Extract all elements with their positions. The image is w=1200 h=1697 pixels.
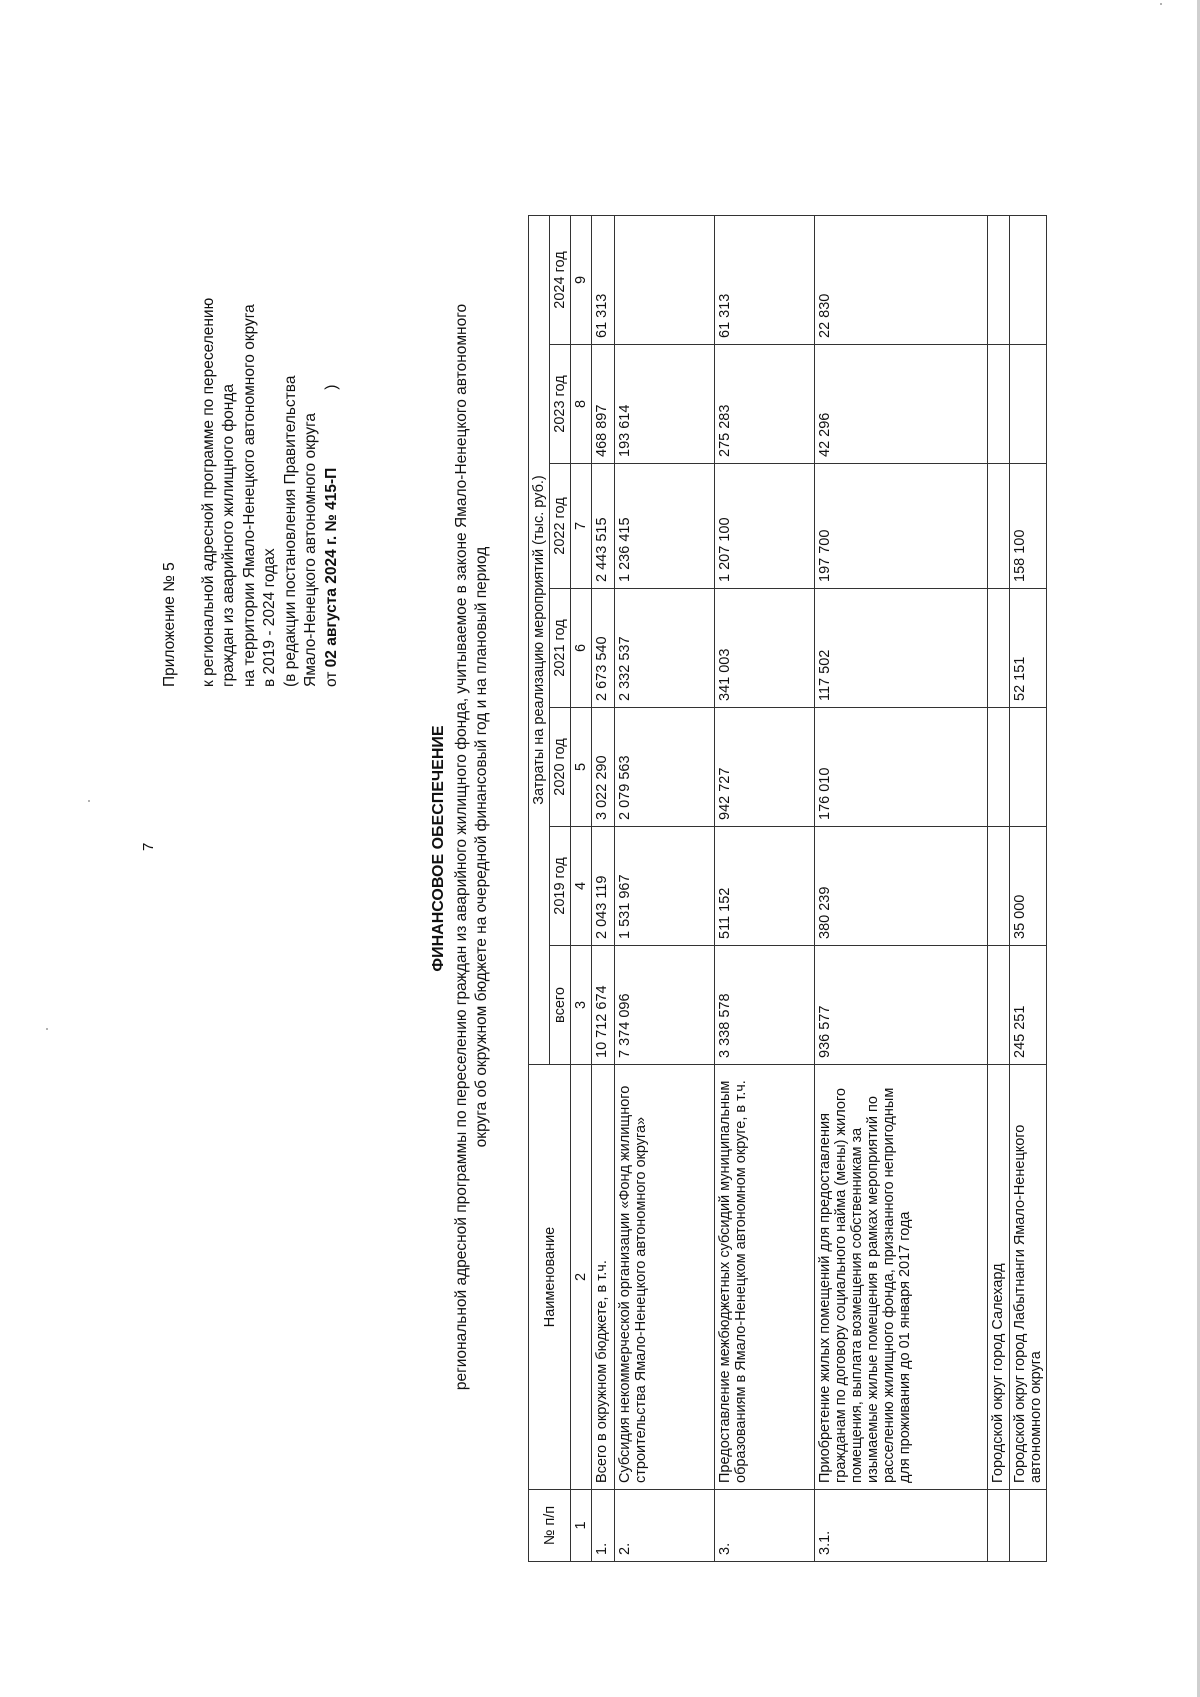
cell-2019: 380 239 xyxy=(815,827,988,946)
appendix-line: на территории Ямало-Ненецкого автономного округа xyxy=(240,304,258,687)
row-name: Субсидия некоммерческой организации «Фонд жилищного строительства Ямало-Ненецкого автономного округа» xyxy=(615,1065,715,1490)
cell-2022: 197 700 xyxy=(815,464,988,589)
cell-2019: 2 043 119 xyxy=(592,827,615,946)
cell-2019 xyxy=(988,827,1010,946)
appendix-line: в 2019 - 2024 годах xyxy=(261,548,278,687)
row-num: 3.1. xyxy=(815,1490,988,1562)
cell-2022: 1 236 415 xyxy=(615,464,715,589)
resolution-date: 02 августа 2024 г. № 415-П xyxy=(322,467,340,668)
cell-total: 7 374 096 xyxy=(615,946,715,1065)
cell-2024: 22 830 xyxy=(815,215,988,344)
subtitle-line: округа об окружном бюджете на очередной финансовый год и на плановый период xyxy=(473,546,490,1148)
column-number-row xyxy=(571,215,592,1561)
cell-total: 936 577 xyxy=(815,946,988,1065)
cell-2020: 2 079 563 xyxy=(615,708,715,827)
cell-2024: 61 313 xyxy=(592,215,615,344)
table-row xyxy=(1010,215,1047,1561)
cell-2021: 341 003 xyxy=(715,589,815,708)
cell-2021: 2 332 537 xyxy=(615,589,715,708)
row-name: Городской округ город Лабытнанги Ямало-Ненецкого автономного округа xyxy=(1010,1065,1047,1490)
column-number: 7 xyxy=(571,464,592,589)
cell-2020: 3 022 290 xyxy=(592,708,615,827)
cell-2022: 1 207 100 xyxy=(715,464,815,589)
column-number: 1 xyxy=(571,1490,592,1562)
cell-total: 3 338 578 xyxy=(715,946,815,1065)
cell-2020 xyxy=(1010,708,1047,827)
column-number: 4 xyxy=(571,827,592,946)
cell-2024: 61 313 xyxy=(715,215,815,344)
row-name: Всего в окружном бюджете, в т.ч. xyxy=(592,1065,615,1490)
appendix-line: Ямало-Ненецкого автономного округа xyxy=(302,412,319,687)
cell-2021: 52 151 xyxy=(1010,589,1047,708)
cell-2021: 117 502 xyxy=(815,589,988,708)
cell-2023 xyxy=(1010,345,1047,464)
subtitle-line: региональной адресной программы по переселению граждан из аварийного жилищного фонда, учитываемое в законе Ямало-Ненецкого автономного xyxy=(453,303,470,1391)
cell-2019: 1 531 967 xyxy=(615,827,715,946)
cell-2024 xyxy=(988,215,1010,344)
cell-2021 xyxy=(988,589,1010,708)
header-row xyxy=(529,215,550,1561)
closing-paren: ) xyxy=(322,384,340,390)
column-number: 2 xyxy=(571,1065,592,1490)
column-number: 3 xyxy=(571,946,592,1065)
header-year: 2022 год xyxy=(550,464,571,589)
cell-total: 245 251 xyxy=(1010,946,1047,1065)
row-num: 2. xyxy=(615,1490,715,1562)
column-number: 8 xyxy=(571,345,592,464)
column-number: 9 xyxy=(571,215,592,344)
cell-2023 xyxy=(988,345,1010,464)
header-year: 2020 год xyxy=(550,708,571,827)
cell-2020 xyxy=(988,708,1010,827)
cell-2019: 35 000 xyxy=(1010,827,1047,946)
row-name: Приобретение жилых помещений для предоставления гражданам по договору социального найма (мены) жилого помещения, выплата возмещения собственникам за изымаемые жилые помещения в рамках мероприятий по расселению жилищного фонда, признанного непригодным для проживания до 01 января 2017 года xyxy=(815,1065,988,1490)
cell-2021: 2 673 540 xyxy=(592,589,615,708)
row-name: Предоставление межбюджетных субсидий муниципальным образованиям в Ямало-Ненецком автономном округе, в т.ч. xyxy=(715,1065,815,1490)
document-subtitle xyxy=(452,187,492,1507)
document-title: ФИНАНСОВОЕ ОБЕСПЕЧЕНИЕ xyxy=(430,725,447,972)
appendix-title: Приложение № 5 xyxy=(161,562,178,687)
header-name: Наименование xyxy=(529,1065,571,1490)
header-year: всего xyxy=(550,946,571,1065)
header-year: 2024 год xyxy=(550,215,571,344)
cell-2019: 511 152 xyxy=(715,827,815,946)
header-year: 2019 год xyxy=(550,827,571,946)
financing-table xyxy=(528,215,1047,1562)
appendix-line: (в редакции постановления Правительства xyxy=(281,375,299,687)
row-num xyxy=(1010,1490,1047,1562)
cell-2024 xyxy=(615,215,715,344)
cell-2023: 42 296 xyxy=(815,345,988,464)
cell-2023: 275 283 xyxy=(715,345,815,464)
header-costs: Затраты на реализацию мероприятий (тыс. руб.) xyxy=(529,215,550,1064)
column-number: 6 xyxy=(571,589,592,708)
column-number: 5 xyxy=(571,708,592,827)
appendix-line: к региональной адресной программе по переселению xyxy=(199,297,217,687)
cell-total: 10 712 674 xyxy=(592,946,615,1065)
appendix-date-line xyxy=(322,298,343,687)
cell-2023: 193 614 xyxy=(615,345,715,464)
page-number: 7 xyxy=(140,842,157,851)
row-num: 3. xyxy=(715,1490,815,1562)
header-year: 2021 год xyxy=(550,589,571,708)
table-row xyxy=(615,215,715,1561)
appendix-block xyxy=(160,298,342,687)
cell-2022: 2 443 515 xyxy=(592,464,615,589)
cell-2024 xyxy=(1010,215,1047,344)
cell-2023: 468 897 xyxy=(592,345,615,464)
cell-2022 xyxy=(988,464,1010,589)
cell-2020: 942 727 xyxy=(715,708,815,827)
cell-total xyxy=(988,946,1010,1065)
date-prefix: от xyxy=(322,667,340,687)
header-year: 2023 год xyxy=(550,345,571,464)
row-num xyxy=(988,1490,1010,1562)
appendix-line: граждан из аварийного жилищного фонда xyxy=(220,383,237,687)
table-row xyxy=(988,215,1010,1561)
appendix-reference xyxy=(199,298,343,687)
row-name: Городской округ город Салехард xyxy=(988,1065,1010,1490)
row-num: 1. xyxy=(592,1490,615,1562)
cell-2020: 176 010 xyxy=(815,708,988,827)
table-row xyxy=(715,215,815,1561)
header-num: № п/п xyxy=(529,1490,571,1562)
table-row xyxy=(815,215,988,1561)
cell-2022: 158 100 xyxy=(1010,464,1047,589)
table-row xyxy=(592,215,615,1561)
